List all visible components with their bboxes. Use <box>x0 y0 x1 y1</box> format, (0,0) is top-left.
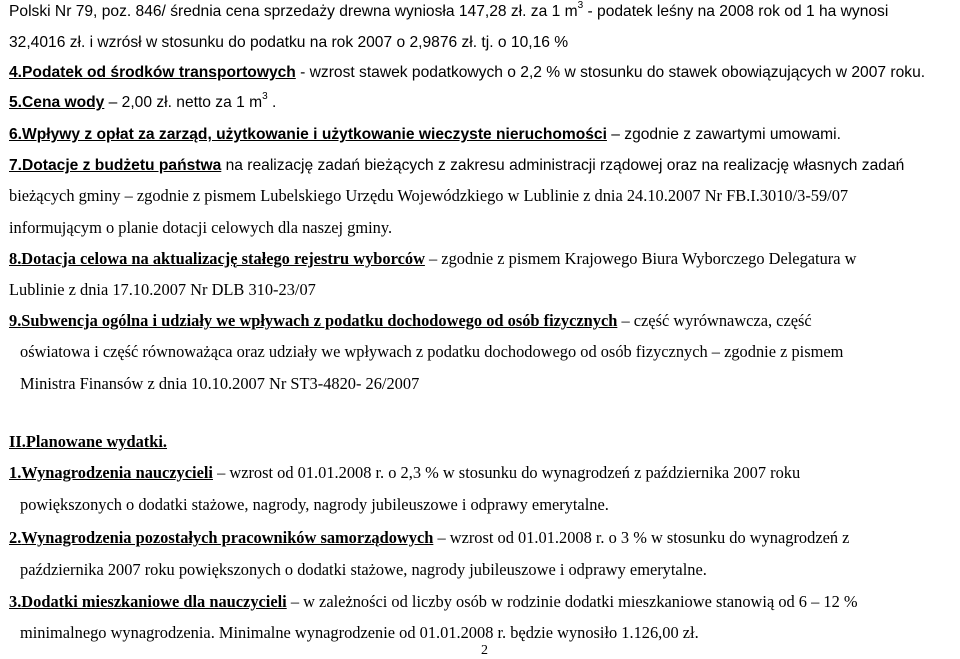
page-number: 2 <box>481 643 488 658</box>
text-line: bieżących gminy – zgodnie z pismem Lubelskiego Urzędu Wojewódzkiego w Lublinie z dnia 24.10.2007 Nr FB.I.3010/3-59/07 <box>9 186 849 205</box>
text-line: minimalnego wynagrodzenia. Minimalne wynagrodzenie od 01.01.2008 r. będzie wynosiło 1.126,00 zł. <box>20 623 699 642</box>
item-text: – 2,00 zł. netto za 1 m <box>104 94 263 111</box>
item-number: 1. <box>9 463 22 482</box>
item-text: – wzrost od 01.01.2008 r. o 2,3 % w stosunku do wynagrodzeń z października 2007 roku <box>212 463 801 482</box>
list-item-9 <box>9 313 812 329</box>
item-text: - wzrost stawek podatkowych o 2,2 % w stosunku do stawek obowiązujących w 2007 roku. <box>295 64 926 81</box>
item-number: 7. <box>9 157 23 174</box>
list-item-8 <box>9 251 856 267</box>
text-span: Polski Nr 79, poz. 846/ średnia cena sprzedaży drewna wyniosła 147,28 zł. za 1 m <box>9 3 578 20</box>
item-text: na realizację zadań bieżących z zakresu administracji rządowej oraz na realizację własnych zadań <box>221 157 905 174</box>
text-line: informującym o planie dotacji celowych dla naszej gminy. <box>9 218 393 237</box>
text-line <box>9 0 889 20</box>
text-line: oświatowa i część równoważąca oraz udziały we wpływach z podatku dochodowego od osób fizycznych – zgodnie z pismem <box>20 342 844 361</box>
list-item-6 <box>9 127 841 143</box>
item-number: 9. <box>9 311 22 330</box>
text-line: Lublinie z dnia 17.10.2007 Nr DLB 310-23/07 <box>9 280 316 299</box>
text-line: powiększonych o dodatki stażowe, nagrody, nagrody jubileuszowe i odprawy emerytalne. <box>20 495 609 514</box>
expense-item-2 <box>9 530 849 546</box>
text-line: 32,4016 zł. i wzrósł w stosunku do podatku na rok 2007 o 2,9876 zł. tj. o 10,16 % <box>9 34 569 51</box>
item-heading: Wynagrodzenia nauczycieli <box>21 463 213 482</box>
item-heading: Dodatki mieszkaniowe dla nauczycieli <box>21 592 287 611</box>
item-number: 3. <box>9 592 22 611</box>
text-line: Ministra Finansów z dnia 10.10.2007 Nr ST3-4820- 26/2007 <box>20 374 420 393</box>
list-item-5 <box>9 91 277 111</box>
item-text: – zgodnie z zawartymi umowami. <box>606 126 841 143</box>
text-span: - podatek leśny na 2008 rok od 1 ha wynosi <box>583 3 889 20</box>
list-item-7 <box>9 158 904 174</box>
item-text: – w zależności od liczby osób w rodzinie dodatki mieszkaniowe stanowią od 6 – 12 % <box>286 592 858 611</box>
item-text: – część wyrównawcza, część <box>617 311 812 330</box>
item-text: – zgodnie z pismem Krajowego Biura Wyborczego Delegatura w <box>424 249 857 268</box>
item-heading: Dotacja celowa na aktualizację stałego rejestru wyborców <box>21 249 425 268</box>
item-heading: Subwencja ogólna i udziały we wpływach z podatku dochodowego od osób fizycznych <box>21 311 618 330</box>
text-line: października 2007 roku powiększonych o dodatki stażowe, nagrody jubileuszowe i odprawy emerytalne. <box>20 560 707 579</box>
item-text: . <box>267 94 277 111</box>
item-heading: Podatek od środków transportowych <box>22 64 296 81</box>
item-heading: Dotacje z budżetu państwa <box>22 157 222 174</box>
item-number: 6. <box>9 126 23 143</box>
superscript: 3 <box>262 91 268 102</box>
expense-item-1 <box>9 465 800 481</box>
item-number: 2. <box>9 528 22 547</box>
item-heading: Wpływy z opłat za zarząd, użytkowanie i użytkowanie wieczyste nieruchomości <box>22 126 607 143</box>
expense-item-3 <box>9 594 858 610</box>
item-text: – wzrost od 01.01.2008 r. o 3 % w stosunku do wynagrodzeń z <box>433 528 850 547</box>
item-number: 8. <box>9 249 22 268</box>
item-number: 5. <box>9 94 23 111</box>
section-heading: II.Planowane wydatki. <box>9 432 168 451</box>
superscript: 3 <box>577 0 584 11</box>
item-heading: Cena wody <box>22 94 105 111</box>
item-heading: Wynagrodzenia pozostałych pracowników samorządowych <box>21 528 434 547</box>
item-number: 4. <box>9 64 23 81</box>
list-item-4 <box>9 65 925 81</box>
